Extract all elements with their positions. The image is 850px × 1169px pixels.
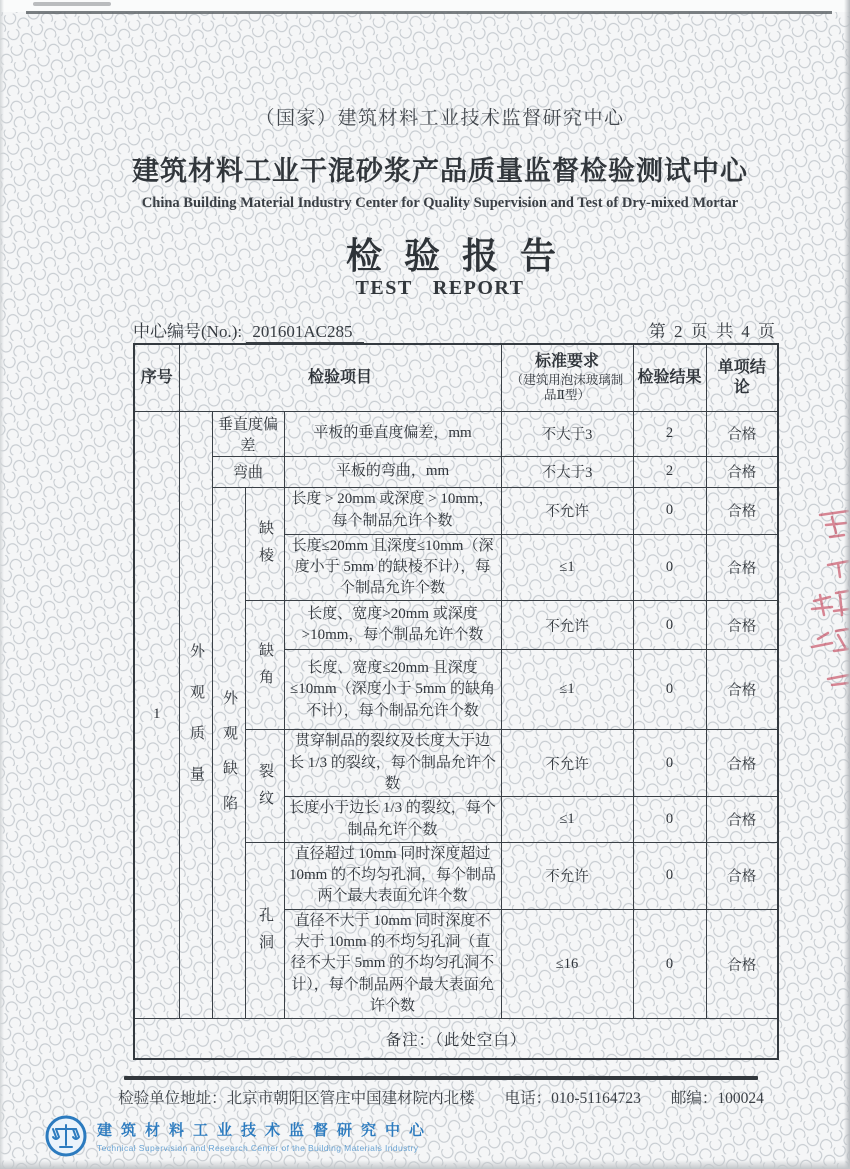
table-row xyxy=(134,487,778,534)
standard-cell: 不允许 xyxy=(501,730,633,797)
item-desc-cell: 长度 > 20mm 或深度 > 10mm，每个制品允许个数 xyxy=(284,487,501,534)
defect-type-cell: 孔洞 xyxy=(245,842,284,1018)
result-cell: 0 xyxy=(633,650,706,730)
report-no-label: 中心编号(No.): xyxy=(133,322,243,341)
standard-cell: ≤1 xyxy=(501,534,633,601)
item-desc-cell: 直径不大于 10mm 同时深度不大于 10mm 的不均匀孔洞（直径不大于 5mm 的不均匀孔洞不计），每个制品两个最大表面允许个数 xyxy=(284,909,501,1018)
standard-cell: 不允许 xyxy=(501,487,633,534)
scan-left-edge xyxy=(0,0,4,1169)
standard-cell: ≤1 xyxy=(501,797,633,843)
item-desc-cell: 贯穿制品的裂纹及长度大于边长 1/3 的裂纹，每个制品允许个数 xyxy=(284,730,501,797)
subcategory-cell: 外观缺陷 xyxy=(212,487,245,1019)
seq-cell: 1 xyxy=(134,411,179,1019)
result-cell: 0 xyxy=(633,534,706,601)
col-header-conclusion: 单项结论 xyxy=(706,344,778,411)
defect-type-cell: 缺棱 xyxy=(245,487,284,601)
result-cell: 2 xyxy=(633,411,706,456)
report-title-en: TEST REPORT xyxy=(355,277,525,299)
standard-subtitle: （建筑用泡沫玻璃制品Ⅱ型） xyxy=(510,373,624,403)
conclusion-cell: 合格 xyxy=(706,730,778,797)
standard-cell: 不大于3 xyxy=(501,456,633,487)
item-desc-cell: 长度≤20mm 且深度≤10mm（深度小于 5mm 的缺棱不计），每个制品允许个数 xyxy=(284,534,501,601)
col-header-standard xyxy=(501,344,633,411)
result-cell: 0 xyxy=(633,842,706,909)
agency-name-cn: 建筑材料工业技术监督研究中心 xyxy=(97,1122,434,1139)
col-header-item: 检验项目 xyxy=(179,344,501,411)
remark-cell: 备注：（此处空白） xyxy=(134,1019,778,1059)
remark-row xyxy=(134,1019,778,1059)
standard-cell: ≤16 xyxy=(501,909,633,1018)
col-header-seq: 序号 xyxy=(134,344,179,411)
table-row xyxy=(134,456,778,487)
lab-address: 检验单位地址：北京市朝阳区管庄中国建材院内北楼 xyxy=(118,1090,475,1107)
footer-divider xyxy=(124,1076,758,1080)
standard-title: 标准要求 xyxy=(535,353,600,371)
report-title-cn: 检验报告 xyxy=(345,236,578,276)
defect-type-cell: 裂纹 xyxy=(245,730,284,842)
result-cell: 0 xyxy=(633,797,706,843)
result-cell: 0 xyxy=(633,487,706,534)
standard-cell: 不允许 xyxy=(501,842,633,909)
conclusion-cell: 合格 xyxy=(706,601,778,650)
report-no-group xyxy=(133,317,364,342)
center-name-cn: 建筑材料工业干混砂浆产品质量监督检验测试中心 xyxy=(132,156,748,186)
agency-name-block xyxy=(97,1119,433,1153)
lab-postcode: 邮编：100024 xyxy=(670,1090,764,1107)
lab-phone: 电话：010-51164723 xyxy=(504,1090,641,1107)
item-desc-cell: 平板的垂直度偏差，mm xyxy=(284,411,501,456)
standard-cell: ≤1 xyxy=(501,650,633,730)
item-desc-cell: 长度、宽度≤20mm 且深度≤10mm（深度小于 5mm 的缺角不计），每个制品允许个数 xyxy=(284,650,501,730)
result-cell: 0 xyxy=(633,909,706,1018)
conclusion-cell: 合格 xyxy=(706,487,778,534)
agency-logo-block xyxy=(45,1115,433,1157)
defect-type-cell: 缺角 xyxy=(245,601,284,730)
scan-edge-line xyxy=(26,11,832,14)
table-header-row xyxy=(134,344,778,411)
issuing-org-line: （国家）建筑材料工业技术监督研究中心 xyxy=(255,108,625,129)
conclusion-cell: 合格 xyxy=(706,456,778,487)
conclusion-cell: 合格 xyxy=(706,842,778,909)
meta-row xyxy=(133,317,777,342)
item-label-cell: 弯曲 xyxy=(212,456,284,487)
scan-right-edge xyxy=(844,0,850,1169)
red-seal-fragment xyxy=(802,503,850,703)
conclusion-cell: 合格 xyxy=(706,797,778,843)
scan-bottom-edge xyxy=(0,1160,850,1169)
conclusion-cell: 合格 xyxy=(706,650,778,730)
inspection-results-table xyxy=(133,343,779,1060)
conclusion-cell: 合格 xyxy=(706,534,778,601)
table-row xyxy=(134,411,778,456)
scan-smudge xyxy=(33,2,111,6)
conclusion-cell: 合格 xyxy=(706,909,778,1018)
col-header-result: 检验结果 xyxy=(633,344,706,411)
category-cell: 外观质量 xyxy=(179,411,212,1019)
item-desc-cell: 长度、宽度>20mm 或深度>10mm，每个制品允许个数 xyxy=(284,601,501,650)
result-cell: 2 xyxy=(633,456,706,487)
scales-emblem-icon xyxy=(45,1115,87,1157)
item-desc-cell: 长度小于边长 1/3 的裂纹，每个制品允许个数 xyxy=(284,797,501,843)
page-indicator: 第 2 页 共 4 页 xyxy=(648,322,777,341)
result-cell: 0 xyxy=(633,730,706,797)
report-no-value: 201601AC285 xyxy=(246,322,364,343)
item-label-cell: 垂直度偏差 xyxy=(212,411,284,456)
conclusion-cell: 合格 xyxy=(706,411,778,456)
item-desc-cell: 直径超过 10mm 同时深度超过 10mm 的不均匀孔洞，每个制品两个最大表面允许个数 xyxy=(284,842,501,909)
footer-contact-line xyxy=(118,1086,764,1108)
agency-name-en: Technical Supervision and Research Center of the Building Materials Industry xyxy=(97,1143,419,1153)
center-name-en: China Building Material Industry Center for Quality Supervision and Test of Dry-mixed Mortar xyxy=(141,195,739,211)
item-desc-cell: 平板的弯曲，mm xyxy=(284,456,501,487)
standard-cell: 不允许 xyxy=(501,601,633,650)
standard-cell: 不大于3 xyxy=(501,411,633,456)
result-cell: 0 xyxy=(633,601,706,650)
